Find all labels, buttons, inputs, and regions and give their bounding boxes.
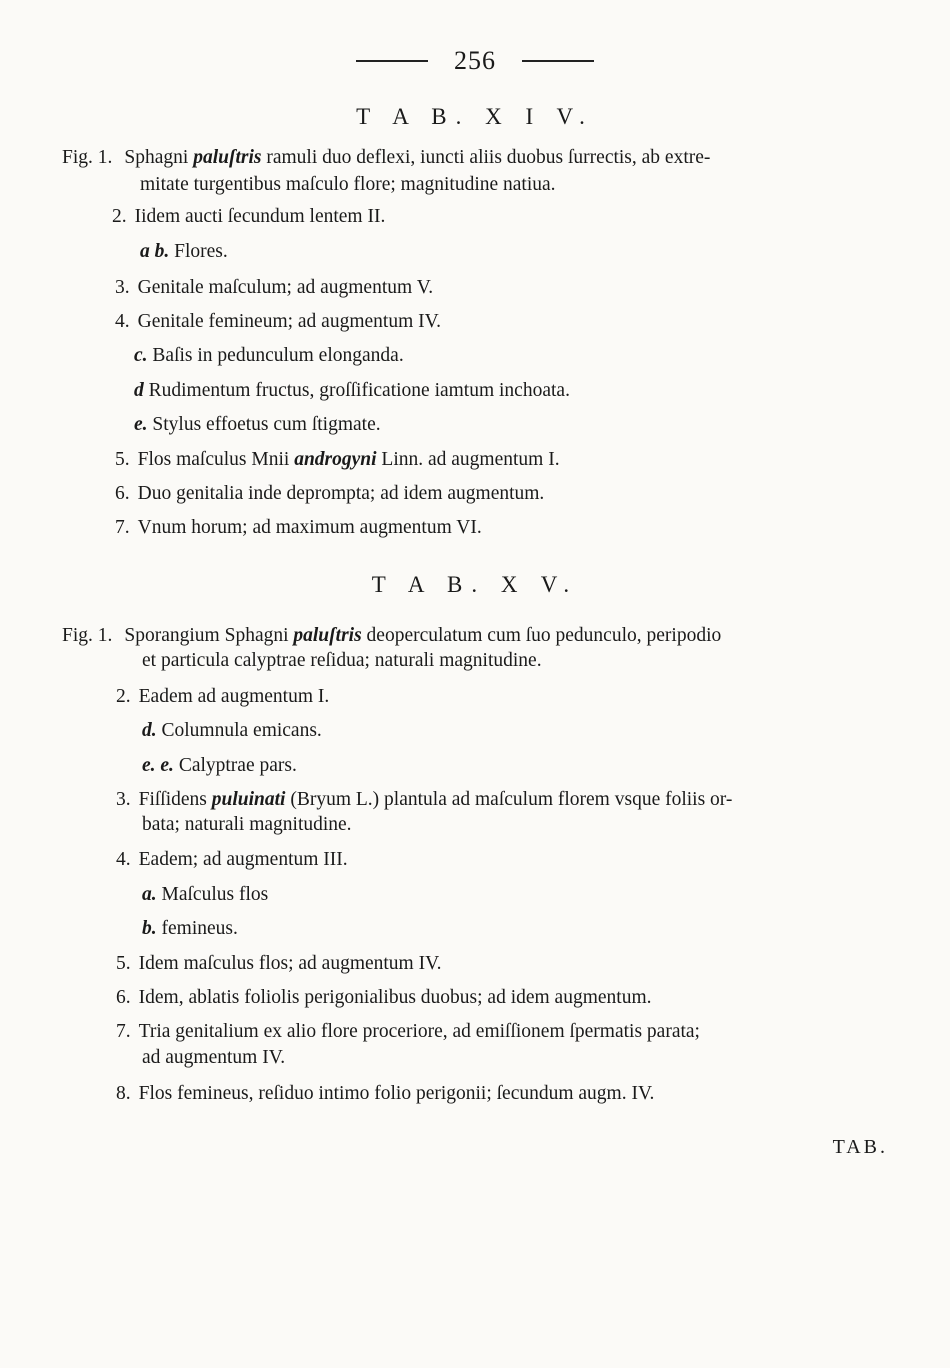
caption-text: Linn. ad augmentum I. — [376, 449, 560, 470]
caption-line — [112, 205, 385, 229]
page-number: 256 — [454, 46, 496, 75]
caption-text: Eadem; ad augmentum III. — [138, 849, 348, 870]
taxon-or-letter: a b. — [140, 241, 170, 262]
caption-text: Duo genitalia inde deprompta; ad idem augmentum. — [137, 483, 545, 504]
figure-number: 3. — [115, 277, 130, 298]
taxon-or-letter: e. — [134, 414, 148, 435]
taxon-or-letter: paluſtris — [193, 147, 262, 168]
figure-number: Fig. 1. — [62, 147, 113, 168]
caption-line — [140, 240, 228, 264]
caption-line — [142, 719, 322, 743]
caption-text: Genitale femineum; ad augmentum IV. — [137, 311, 442, 332]
caption-line — [142, 883, 268, 907]
caption-text: ad augmentum IV. — [142, 1047, 286, 1068]
caption-text: Calyptrae pars. — [173, 755, 297, 776]
caption-text: deoperculatum cum ſuo pedunculo, peripodio — [361, 625, 722, 646]
caption-text: Flores. — [169, 241, 228, 262]
caption-text: Flos femineus, reſiduo intimo folio perigonii; ſecundum augm. IV. — [138, 1083, 655, 1104]
taxon-or-letter: puluinati — [211, 789, 286, 810]
caption-line — [115, 310, 441, 334]
page-header — [0, 46, 950, 76]
caption-text: (Bryum L.) plantula ad maſculum florem vsque foliis or- — [285, 789, 733, 810]
caption-line — [134, 344, 404, 368]
caption-line — [116, 848, 348, 872]
taxon-or-letter: d. — [142, 720, 157, 741]
caption-text: Fiſſidens — [138, 789, 212, 810]
figure-number: 5. — [116, 953, 131, 974]
caption-text: Genitale maſculum; ad augmentum V. — [137, 277, 434, 298]
taxon-or-letter: paluſtris — [293, 625, 362, 646]
figure-number: 2. — [116, 686, 131, 707]
plate-heading: T A B. X V. — [371, 572, 579, 597]
caption-text: Sporangium Sphagni — [124, 625, 294, 646]
figure-number: 6. — [115, 483, 130, 504]
caption-text: bata; naturali magnitudine. — [142, 814, 352, 835]
caption-line — [142, 1046, 285, 1070]
caption-text: Baſis in pedunculum elonganda. — [147, 345, 404, 366]
caption-line — [62, 624, 721, 648]
caption-line — [115, 516, 482, 540]
caption-text: Rudimentum fructus, groſſificatione iamtum inchoata. — [143, 380, 570, 401]
caption-line — [116, 1082, 654, 1106]
caption-line — [62, 146, 710, 170]
caption-line — [116, 1020, 700, 1044]
figure-number: 2. — [112, 206, 127, 227]
figure-number: Fig. 1. — [62, 625, 113, 646]
caption-text: ramuli duo deflexi, iuncti aliis duobus ſurrectis, ab extre- — [261, 147, 711, 168]
caption-line — [115, 276, 433, 300]
caption-text: Flos maſculus Mnii — [137, 449, 295, 470]
figure-number: 6. — [116, 987, 131, 1008]
caption-line — [115, 448, 560, 472]
caption-text: Idem maſculus flos; ad augmentum IV. — [138, 953, 442, 974]
caption-line — [116, 788, 732, 812]
right-rule — [522, 60, 594, 62]
caption-text: Columnula emicans. — [156, 720, 322, 741]
caption-line — [142, 754, 297, 778]
figure-number: 7. — [116, 1021, 131, 1042]
caption-line — [142, 813, 352, 837]
figure-number: 4. — [115, 311, 130, 332]
caption-text: Tria genitalium ex alio flore proceriore, ad emiſſionem ſpermatis parata; — [138, 1021, 700, 1042]
left-rule — [356, 60, 428, 62]
taxon-or-letter: b. — [142, 918, 157, 939]
caption-text: Vnum horum; ad maximum augmentum VI. — [137, 517, 482, 538]
caption-line — [134, 413, 381, 437]
caption-line — [142, 649, 542, 673]
caption-line — [140, 173, 556, 197]
figure-number: 7. — [115, 517, 130, 538]
figure-number: 8. — [116, 1083, 131, 1104]
caption-text: Sphagni — [124, 147, 194, 168]
figure-number: 5. — [115, 449, 130, 470]
catchword: TAB. — [832, 1136, 888, 1158]
plate-heading: T A B. X I V. — [356, 104, 594, 129]
caption-line — [115, 482, 544, 506]
taxon-or-letter: d — [134, 380, 144, 401]
caption-text: Stylus effoetus cum ſtigmate. — [147, 414, 381, 435]
caption-line — [116, 986, 652, 1010]
caption-line — [134, 379, 570, 403]
caption-line — [116, 685, 329, 709]
caption-text: Eadem ad augmentum I. — [138, 686, 330, 707]
caption-line — [116, 952, 442, 976]
taxon-or-letter: a. — [142, 884, 157, 905]
caption-text: Iidem aucti ſecundum lentem II. — [134, 206, 386, 227]
taxon-or-letter: androgyni — [294, 449, 377, 470]
figure-number: 4. — [116, 849, 131, 870]
caption-text: et particula calyptrae reſidua; naturali magnitudine. — [142, 650, 542, 671]
taxon-or-letter: e. e. — [142, 755, 174, 776]
figure-number: 3. — [116, 789, 131, 810]
caption-text: Idem, ablatis foliolis perigonialibus duobus; ad idem augmentum. — [138, 987, 652, 1008]
caption-line — [142, 917, 238, 941]
caption-text: femineus. — [156, 918, 238, 939]
taxon-or-letter: c. — [134, 345, 148, 366]
caption-text: Maſculus flos — [156, 884, 269, 905]
caption-text: mitate turgentibus maſculo flore; magnitudine natiua. — [140, 174, 556, 195]
